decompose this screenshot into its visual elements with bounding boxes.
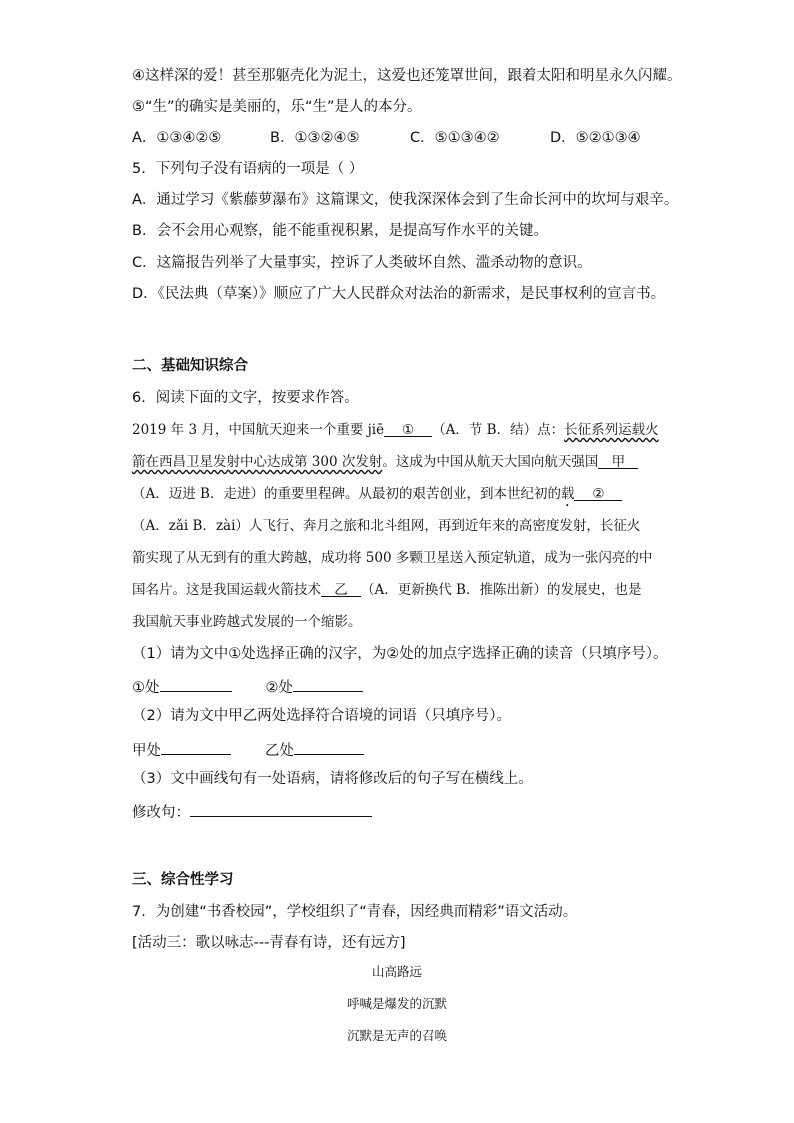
passage-text: 。这成为中国从航天大国向航天强国 xyxy=(382,454,599,470)
poem-line-2: 呼喊是爆发的沉默 xyxy=(346,996,447,1011)
revise-field[interactable] xyxy=(190,800,372,817)
answer-2-field[interactable] xyxy=(293,675,363,692)
q5-stem: 5．下列句子没有语病的一项是（ ） xyxy=(132,161,364,177)
section-3-title: 三、综合性学习 xyxy=(132,872,234,888)
revise-row xyxy=(132,800,372,823)
sub-question-3: （3）文中画线句有一处语病，请将修改后的句子写在横线上。 xyxy=(132,771,533,787)
passage-text: （A．迈进 B．走进）的重要里程碑。从最初的艰苦创业，到本世纪初的 xyxy=(132,486,561,502)
blank-1: ① xyxy=(384,420,432,437)
q5-option-b[interactable]: B．会不会用心观察，能不能重视积累，是提高写作水平的关键。 xyxy=(132,223,548,239)
underlined-sentence: 长征系列运载火 xyxy=(564,422,659,438)
q4-options xyxy=(132,128,641,148)
section-2-title: 二、基础知识综合 xyxy=(132,358,248,374)
answer-1-label: ①处 xyxy=(132,680,160,696)
q7-stem: 7．为创建“书香校园”，学校组织了“青春，因经典而精彩”语文活动。 xyxy=(132,904,578,920)
passage-line-6 xyxy=(132,580,641,600)
passage-line-4: （A．zǎi B．zài）人飞行、奔月之旅和北斗组网，再到近年来的高密度发射，长征火 xyxy=(132,518,641,534)
revise-label: 修改句： xyxy=(132,805,190,821)
q5-option-c[interactable]: C．这篇报告列举了大量事实，控诉了人类破坏自然、滥杀动物的意识。 xyxy=(132,255,592,271)
passage-line-1 xyxy=(132,420,659,440)
passage-text: 国名片。这是我国运载火箭技术 xyxy=(132,582,321,598)
passage-text: （A．节 B．结）点： xyxy=(432,422,565,438)
answer-row-1 xyxy=(132,675,363,698)
blank-yi: 乙 xyxy=(321,580,361,597)
sub-question-1: （1）请为文中①处选择正确的汉字，为②处的加点字选择正确的读音（只填序号）。 xyxy=(132,646,668,662)
dotted-character: 载 xyxy=(560,486,575,502)
underlined-sentence: 箭在西昌卫星发射中心达成第 300 次发射 xyxy=(132,454,383,470)
q5-option-d[interactable]: D．《民法典（草案）》顺应了广大人民群众对法治的新需求，是民事权利的宣言书。 xyxy=(132,286,666,302)
answer-jia-field[interactable] xyxy=(161,738,231,755)
passage-text: 2019 年 3 月，中国航天迎来一个重要 jiē xyxy=(132,422,385,438)
q4-option-d[interactable]: D．⑤②①③④ xyxy=(550,130,641,146)
q6-stem: 6．阅读下面的文字，按要求作答。 xyxy=(132,390,359,406)
blank-2: ② xyxy=(574,484,622,501)
blank-jia: 甲 xyxy=(598,452,638,469)
q4-item-5: ⑤“生”的确实是美丽的，乐“生”是人的本分。 xyxy=(132,99,422,115)
poem-line-1: 山高路远 xyxy=(371,964,422,979)
q4-option-b[interactable]: B．①③②④⑤ xyxy=(270,130,360,146)
q5-option-a[interactable]: A．通过学习《紫藤萝瀑布》这篇课文，使我深深体会到了生命长河中的坎坷与艰辛。 xyxy=(132,192,679,208)
answer-jia-label: 甲处 xyxy=(132,743,161,759)
poem-line-3: 沉默是无声的召唤 xyxy=(346,1028,447,1043)
answer-2-label: ②处 xyxy=(265,680,293,696)
sub-question-2: （2）请为文中甲乙两处选择符合语境的词语（只填序号）。 xyxy=(132,708,511,724)
passage-line-5: 箭实现了从无到有的重大跨越，成功将 500 多颗卫星送入预定轨道，成为一张闪亮的中 xyxy=(132,550,653,566)
passage-line-2 xyxy=(132,452,638,472)
passage-line-3 xyxy=(132,484,622,510)
passage-text: （A．更新换代 B．推陈出新）的发展史，也是 xyxy=(361,582,642,598)
answer-yi-label: 乙处 xyxy=(265,743,294,759)
q4-option-a[interactable]: A．①③④②⑤ xyxy=(132,130,222,146)
passage-line-7: 我国航天事业跨越式发展的一个缩影。 xyxy=(132,614,362,630)
activity-title: [活动三：歌以咏志---青春有诗，还有远方] xyxy=(132,935,406,951)
answer-yi-field[interactable] xyxy=(294,738,364,755)
q4-option-c[interactable]: C．⑤①③④② xyxy=(410,130,500,146)
q4-item-4: ④这样深的爱！甚至那躯壳化为泥土，这爱也还笼罩世间，跟着太阳和明星永久闪耀。 xyxy=(132,68,682,84)
answer-row-2 xyxy=(132,738,364,761)
answer-1-field[interactable] xyxy=(160,675,232,692)
